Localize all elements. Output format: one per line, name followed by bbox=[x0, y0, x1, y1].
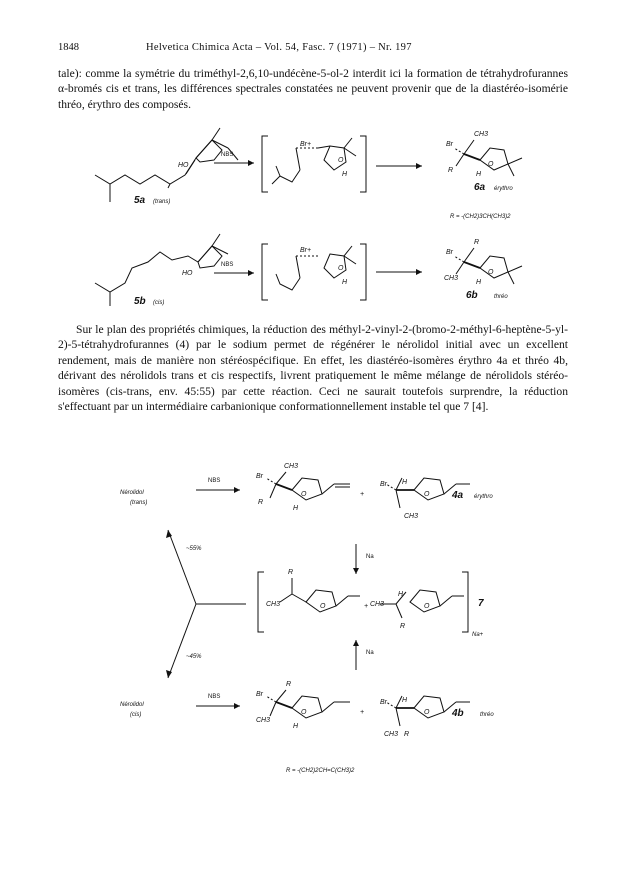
label-6a-tag: érythro bbox=[494, 186, 513, 192]
h-label-4a: H bbox=[293, 505, 299, 512]
ch3-label-7a: CH3 bbox=[266, 601, 281, 608]
nerolidol-cis-label: Nérolidol bbox=[120, 702, 144, 708]
h-label-2: H bbox=[342, 279, 348, 286]
na-plus: Na+ bbox=[472, 632, 484, 638]
ch3-label-4a: CH3 bbox=[284, 463, 299, 470]
paragraph-1: tale): comme la symétrie du triméthyl-2,6,10-undécène-5-ol-2 interdit ici la formation de tétrahydrofurannes α-bromés cis et trans, les différences spectrales constatées ne peuvent provenir que de la diastéréo-isomérie thréo, érythro des composés. bbox=[58, 67, 568, 111]
label-6a: 6a bbox=[474, 182, 486, 193]
o-label-6a: O bbox=[488, 161, 494, 168]
r-label-4b: R bbox=[286, 681, 292, 688]
pct-top: ~55% bbox=[186, 546, 202, 552]
o-label-7a: O bbox=[320, 603, 326, 610]
label-5a: 5a bbox=[134, 195, 146, 206]
nerolidol-trans-tag: (trans) bbox=[130, 500, 148, 506]
o-label-6b: O bbox=[488, 269, 494, 276]
label-5a-tag: (trans) bbox=[153, 199, 171, 205]
carbanion-intermediate-7 bbox=[258, 572, 468, 632]
r-label-6b: R bbox=[474, 239, 480, 246]
ho-label-5b: HO bbox=[182, 270, 193, 277]
h-label-6a: H bbox=[476, 171, 482, 178]
o-label-4b: O bbox=[301, 709, 307, 716]
plus-1: + bbox=[360, 491, 365, 498]
plus-2: + bbox=[364, 603, 369, 610]
label-5b-tag: (cis) bbox=[153, 300, 165, 306]
o-label-2: O bbox=[338, 265, 344, 272]
page-number: 1848 bbox=[58, 42, 79, 53]
br-label-4b: Br bbox=[256, 691, 263, 698]
br-label-6a: Br bbox=[446, 141, 453, 148]
nbs-label-2: NBS bbox=[221, 262, 234, 268]
ch3-label-7b: CH3 bbox=[370, 601, 385, 608]
br-label-4a2: Br bbox=[380, 481, 387, 488]
na-label-2: Na bbox=[366, 650, 374, 656]
plus-3: + bbox=[360, 709, 365, 716]
h-label-4b2: H bbox=[402, 697, 408, 704]
label-5b: 5b bbox=[134, 296, 146, 307]
r-label-4a: R bbox=[258, 499, 264, 506]
h-label-4b: H bbox=[293, 723, 299, 730]
nerolidol-trans-label: Nérolidol bbox=[120, 490, 144, 496]
h-label-4a2: H bbox=[402, 479, 408, 486]
r-label-7b: R bbox=[400, 623, 406, 630]
r-label-6a: R bbox=[448, 167, 454, 174]
label-6b-tag: thréo bbox=[494, 294, 508, 300]
o-label-1: O bbox=[338, 157, 344, 164]
ch3-label-6a: CH3 bbox=[474, 131, 489, 138]
br-label-4b2: Br bbox=[380, 699, 387, 706]
pct-bottom: ~45% bbox=[186, 654, 202, 660]
r-label-7a: R bbox=[288, 569, 294, 576]
r-label-4b2: R bbox=[404, 731, 410, 738]
nerolidol-cis-tag: (cis) bbox=[130, 712, 142, 718]
paragraph-2: Sur le plan des propriétés chimiques, la réduction des méthyl-2-vinyl-2-(bromo-2-méthyl-6-heptène-5-yl-2)-5-tétrahydrofurannes (4) par le sodium permet de régénérer le nérolidol initial avec un excellent rendement, mais de manière non stéréospécifique. En effet, les diastéréo-isomères érythro 4a et thréo 4b, dérivant des nérolidols trans et cis respectifs, livrent pratiquement le même mélange de nérolidols stéréo-isomères (cis-trans, env. 45:55) par cette réaction. Ceci ne saurait toutefois surprendre, la réduction s'effectuant par un intermédiaire carbanionique conformationnellement instable tel que 7 [4]. bbox=[58, 323, 568, 414]
o-label-7b: O bbox=[424, 603, 430, 610]
h-label-6b: H bbox=[476, 279, 482, 286]
nbs-label-3: NBS bbox=[208, 478, 221, 484]
label-6b: 6b bbox=[466, 290, 478, 301]
br-label-4a: Br bbox=[256, 473, 263, 480]
ch3-label-4b: CH3 bbox=[256, 717, 271, 724]
br-label-6b: Br bbox=[446, 249, 453, 256]
molecule-4a-part1 bbox=[266, 472, 350, 500]
h-label-7b: H bbox=[398, 591, 404, 598]
o-label-4a: O bbox=[301, 491, 307, 498]
r-definition-1: R = -(CH2)3CH(CH3)2 bbox=[450, 214, 511, 220]
o-label-4b2: O bbox=[424, 709, 430, 716]
na-label-1: Na bbox=[366, 554, 374, 560]
o-label-4a2: O bbox=[424, 491, 430, 498]
ho-label: HO bbox=[178, 162, 189, 169]
ch3-label-4a2: CH3 bbox=[404, 513, 419, 520]
br-plus-1: Br+ bbox=[300, 141, 312, 148]
label-4b-tag: thréo bbox=[480, 712, 494, 718]
ch3-label-6b: CH3 bbox=[444, 275, 459, 282]
h-label-1: H bbox=[342, 171, 348, 178]
label-4a: 4a bbox=[452, 490, 464, 501]
split-arrow bbox=[166, 530, 246, 678]
r-definition-2: R = -(CH2)2CH=C(CH3)2 bbox=[286, 768, 355, 774]
label-4a-tag: érythro bbox=[474, 494, 493, 500]
label-4b: 4b bbox=[452, 708, 464, 719]
nbs-label-1: NBS bbox=[221, 152, 234, 158]
molecule-4b-part1 bbox=[266, 690, 350, 718]
nbs-label-4: NBS bbox=[208, 694, 221, 700]
br-plus-2: Br+ bbox=[300, 247, 312, 254]
running-title: Helvetica Chimica Acta – Vol. 54, Fasc. 7 (1971) – Nr. 197 bbox=[146, 42, 412, 53]
ch3-label-4b2: CH3 bbox=[384, 731, 399, 738]
label-7: 7 bbox=[478, 598, 484, 609]
